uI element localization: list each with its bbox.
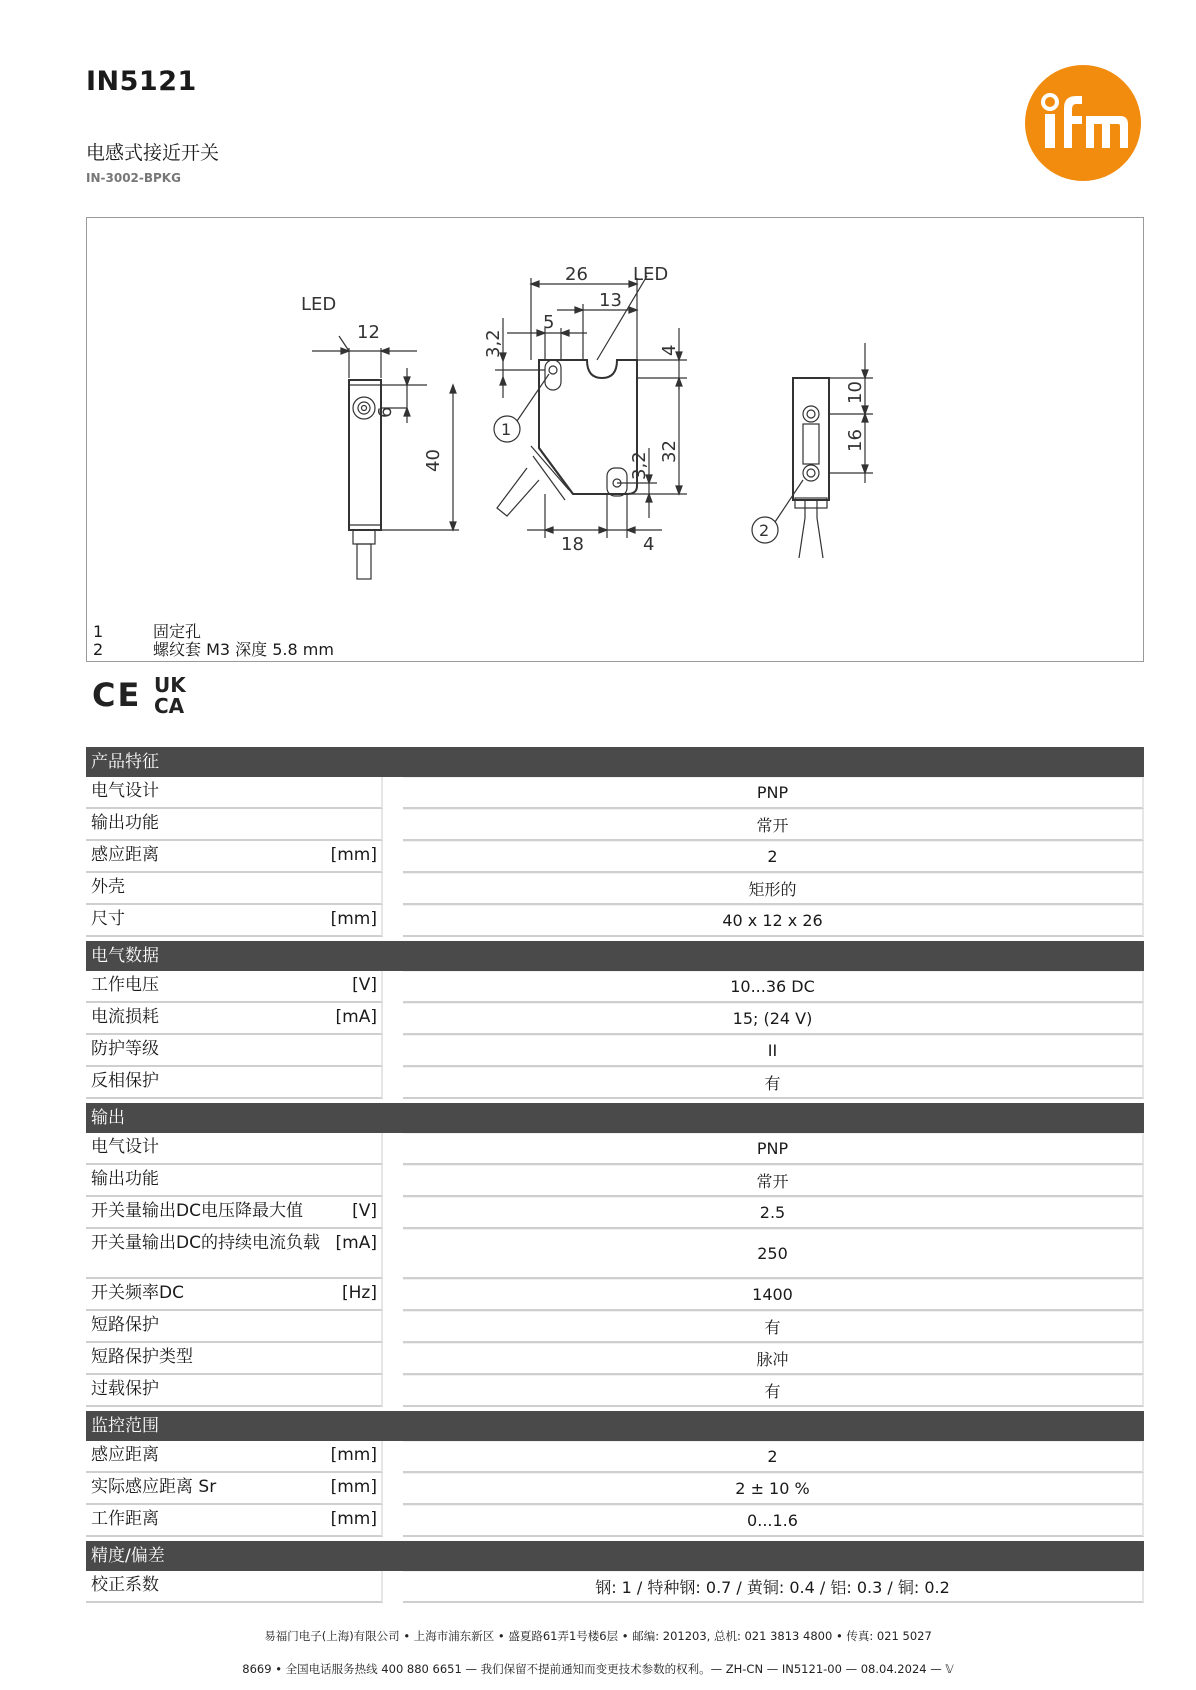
spec-unit: [mm]: [330, 1509, 377, 1529]
spec-value: 10...36 DC: [403, 971, 1144, 1003]
section-header: 精度/偏差: [86, 1541, 1144, 1571]
spec-label-cell: [86, 1197, 383, 1229]
dim-16: 16: [845, 429, 866, 452]
spec-label-cell: [86, 777, 383, 809]
spec-label: 电气设计: [91, 781, 159, 801]
spec-row: [86, 1279, 1144, 1311]
legend-number: 1: [93, 622, 104, 641]
spec-label-cell: [86, 905, 383, 937]
spec-label-cell: [86, 841, 383, 873]
spec-label: 校正系数: [91, 1575, 159, 1595]
spec-value: 15; (24 V): [403, 1003, 1144, 1035]
spec-value: 0...1.6: [403, 1505, 1144, 1537]
spec-label: 短路保护类型: [91, 1347, 193, 1367]
product-code: IN-3002-BPKG: [86, 171, 181, 185]
spec-value: 有: [403, 1067, 1144, 1099]
spec-value: 2.5: [403, 1197, 1144, 1229]
spec-label-cell: [86, 1067, 383, 1099]
spec-row: [86, 1165, 1144, 1197]
side-view: [494, 276, 687, 538]
ifm-logo: [1024, 64, 1142, 182]
spec-label: 实际感应距离 Sr: [91, 1477, 217, 1497]
spec-row: [86, 1311, 1144, 1343]
spec-label-cell: [86, 873, 383, 905]
spec-unit: [V]: [352, 1201, 377, 1221]
spec-row: [86, 1133, 1144, 1165]
spec-label: 尺寸: [91, 909, 125, 929]
certification-marks: [92, 672, 202, 716]
spec-unit: [mm]: [330, 909, 377, 929]
spec-row: [86, 1229, 1144, 1279]
spec-label-cell: [86, 1473, 383, 1505]
spec-label-cell: [86, 1441, 383, 1473]
section-header: 产品特征: [86, 747, 1144, 777]
spec-row: [86, 1035, 1144, 1067]
spec-unit: [Hz]: [342, 1283, 377, 1303]
spec-label: 短路保护: [91, 1315, 159, 1335]
spec-row: [86, 1441, 1144, 1473]
spec-label: 过载保护: [91, 1379, 159, 1399]
spec-label-cell: [86, 1229, 383, 1279]
legend-number: 2: [93, 640, 104, 659]
callout-1: 1: [501, 420, 512, 439]
footer-legal: 8669 • 全国电话服务热线 400 880 6651 — 我们保留不提前通知而变更技术参数的权利。— ZH-CN — IN5121-00 — 08.04.2024 — 𝕍: [242, 1662, 954, 1676]
spec-value: 2: [403, 1441, 1144, 1473]
spec-value: 有: [403, 1375, 1144, 1407]
section-header: 输出: [86, 1103, 1144, 1133]
spec-label-cell: [86, 1375, 383, 1407]
spec-label-cell: [86, 971, 383, 1003]
spec-value: 常开: [403, 1165, 1144, 1197]
spec-label-cell: [86, 1505, 383, 1537]
spec-unit: [V]: [352, 975, 377, 995]
spec-row: [86, 1571, 1144, 1603]
spec-label: 工作距离: [91, 1509, 159, 1529]
spec-label-cell: [86, 1003, 383, 1035]
spec-row: [86, 1375, 1144, 1407]
legend-text: 固定孔: [153, 622, 202, 641]
spec-label: 反相保护: [91, 1071, 159, 1091]
spec-label: 开关量输出DC的持续电流负载: [91, 1233, 320, 1253]
product-title: IN5121: [86, 66, 197, 97]
spec-value: PNP: [403, 777, 1144, 809]
front-view-labels: [301, 294, 444, 472]
spec-value: 脉冲: [403, 1343, 1144, 1375]
spec-label: 开关量输出DC电压降最大值: [91, 1201, 303, 1221]
spec-row: [86, 1067, 1144, 1099]
spec-row: [86, 905, 1144, 937]
spec-unit: [mm]: [330, 1445, 377, 1465]
spec-value: 2: [403, 841, 1144, 873]
spec-label-cell: [86, 809, 383, 841]
led-label-mid: LED: [633, 264, 669, 285]
spec-row: [86, 777, 1144, 809]
dim-4-top: 4: [659, 344, 680, 356]
spec-label: 电流损耗: [91, 1007, 159, 1027]
spec-row: [86, 1343, 1144, 1375]
spec-value: 250: [403, 1229, 1144, 1279]
spec-unit: [mA]: [335, 1233, 377, 1253]
ukca-mark-bottom: CA: [154, 694, 185, 716]
dimension-drawing: [86, 217, 1144, 662]
spec-label: 输出功能: [91, 1169, 159, 1189]
legend-item: [93, 641, 334, 659]
dim-10: 10: [845, 381, 866, 404]
spec-label: 输出功能: [91, 813, 159, 833]
spec-label: 感应距离: [91, 1445, 159, 1465]
top-view-labels: [759, 381, 866, 540]
dim-6: 6: [375, 406, 396, 418]
spec-label: 开关频率DC: [91, 1283, 184, 1303]
spec-row: [86, 841, 1144, 873]
spec-value: 40 x 12 x 26: [403, 905, 1144, 937]
spec-row: [86, 1505, 1144, 1537]
footer-address: 易福门电子(上海)有限公司 • 上海市浦东新区 • 盛夏路61弄1号楼6层 • 邮编: 201203, 总机: 021 3813 4800 • 传真: 021 5027: [264, 1629, 932, 1643]
side-view-labels: [483, 264, 680, 555]
spec-row: [86, 1003, 1144, 1035]
spec-row: [86, 873, 1144, 905]
spec-value: 有: [403, 1311, 1144, 1343]
dim-3-2-mid: 3,2: [629, 451, 650, 480]
spec-row: [86, 971, 1144, 1003]
specifications-table: [86, 747, 1144, 1603]
dim-26: 26: [565, 264, 588, 285]
spec-row: [86, 1197, 1144, 1229]
spec-label: 外壳: [91, 877, 125, 897]
spec-value: 2 ± 10 %: [403, 1473, 1144, 1505]
spec-row: [86, 1473, 1144, 1505]
spec-label-cell: [86, 1279, 383, 1311]
technical-drawing-svg: [87, 218, 1143, 618]
spec-value: 1400: [403, 1279, 1144, 1311]
spec-value: 常开: [403, 809, 1144, 841]
legend-item: [93, 623, 334, 641]
spec-label: 电气设计: [91, 1137, 159, 1157]
spec-row: [86, 809, 1144, 841]
drawing-legend: [93, 623, 334, 659]
spec-value: PNP: [403, 1133, 1144, 1165]
spec-value: 矩形的: [403, 873, 1144, 905]
dim-5: 5: [543, 312, 555, 333]
spec-label-cell: [86, 1311, 383, 1343]
dim-40: 40: [423, 449, 444, 472]
section-header: 监控范围: [86, 1411, 1144, 1441]
spec-unit: [mm]: [330, 845, 377, 865]
spec-label-cell: [86, 1343, 383, 1375]
dim-3-2-top: 3,2: [483, 329, 504, 358]
spec-label-cell: [86, 1133, 383, 1165]
callout-2: 2: [759, 521, 770, 540]
spec-label-cell: [86, 1571, 383, 1603]
section-header: 电气数据: [86, 941, 1144, 971]
led-label-left: LED: [301, 294, 337, 315]
ce-mark: CE: [92, 676, 142, 714]
spec-unit: [mA]: [335, 1007, 377, 1027]
spec-value: 钢: 1 / 特种钢: 0.7 / 黄铜: 0.4 / 铝: 0.3 / 铜: 0.2: [403, 1571, 1144, 1603]
spec-unit: [mm]: [330, 1477, 377, 1497]
dim-18: 18: [561, 534, 584, 555]
dim-32: 32: [659, 440, 680, 463]
spec-label: 防护等级: [91, 1039, 159, 1059]
spec-label: 工作电压: [91, 975, 159, 995]
spec-label-cell: [86, 1035, 383, 1067]
spec-value: II: [403, 1035, 1144, 1067]
product-subtitle: 电感式接近开关: [86, 142, 220, 164]
dim-12: 12: [357, 322, 380, 343]
ukca-mark-top: UK: [154, 673, 186, 697]
spec-label-cell: [86, 1165, 383, 1197]
dim-13: 13: [599, 290, 622, 311]
legend-text: 螺纹套 M3 深度 5.8 mm: [153, 640, 334, 659]
dim-4-bottom: 4: [643, 534, 655, 555]
spec-label: 感应距离: [91, 845, 159, 865]
